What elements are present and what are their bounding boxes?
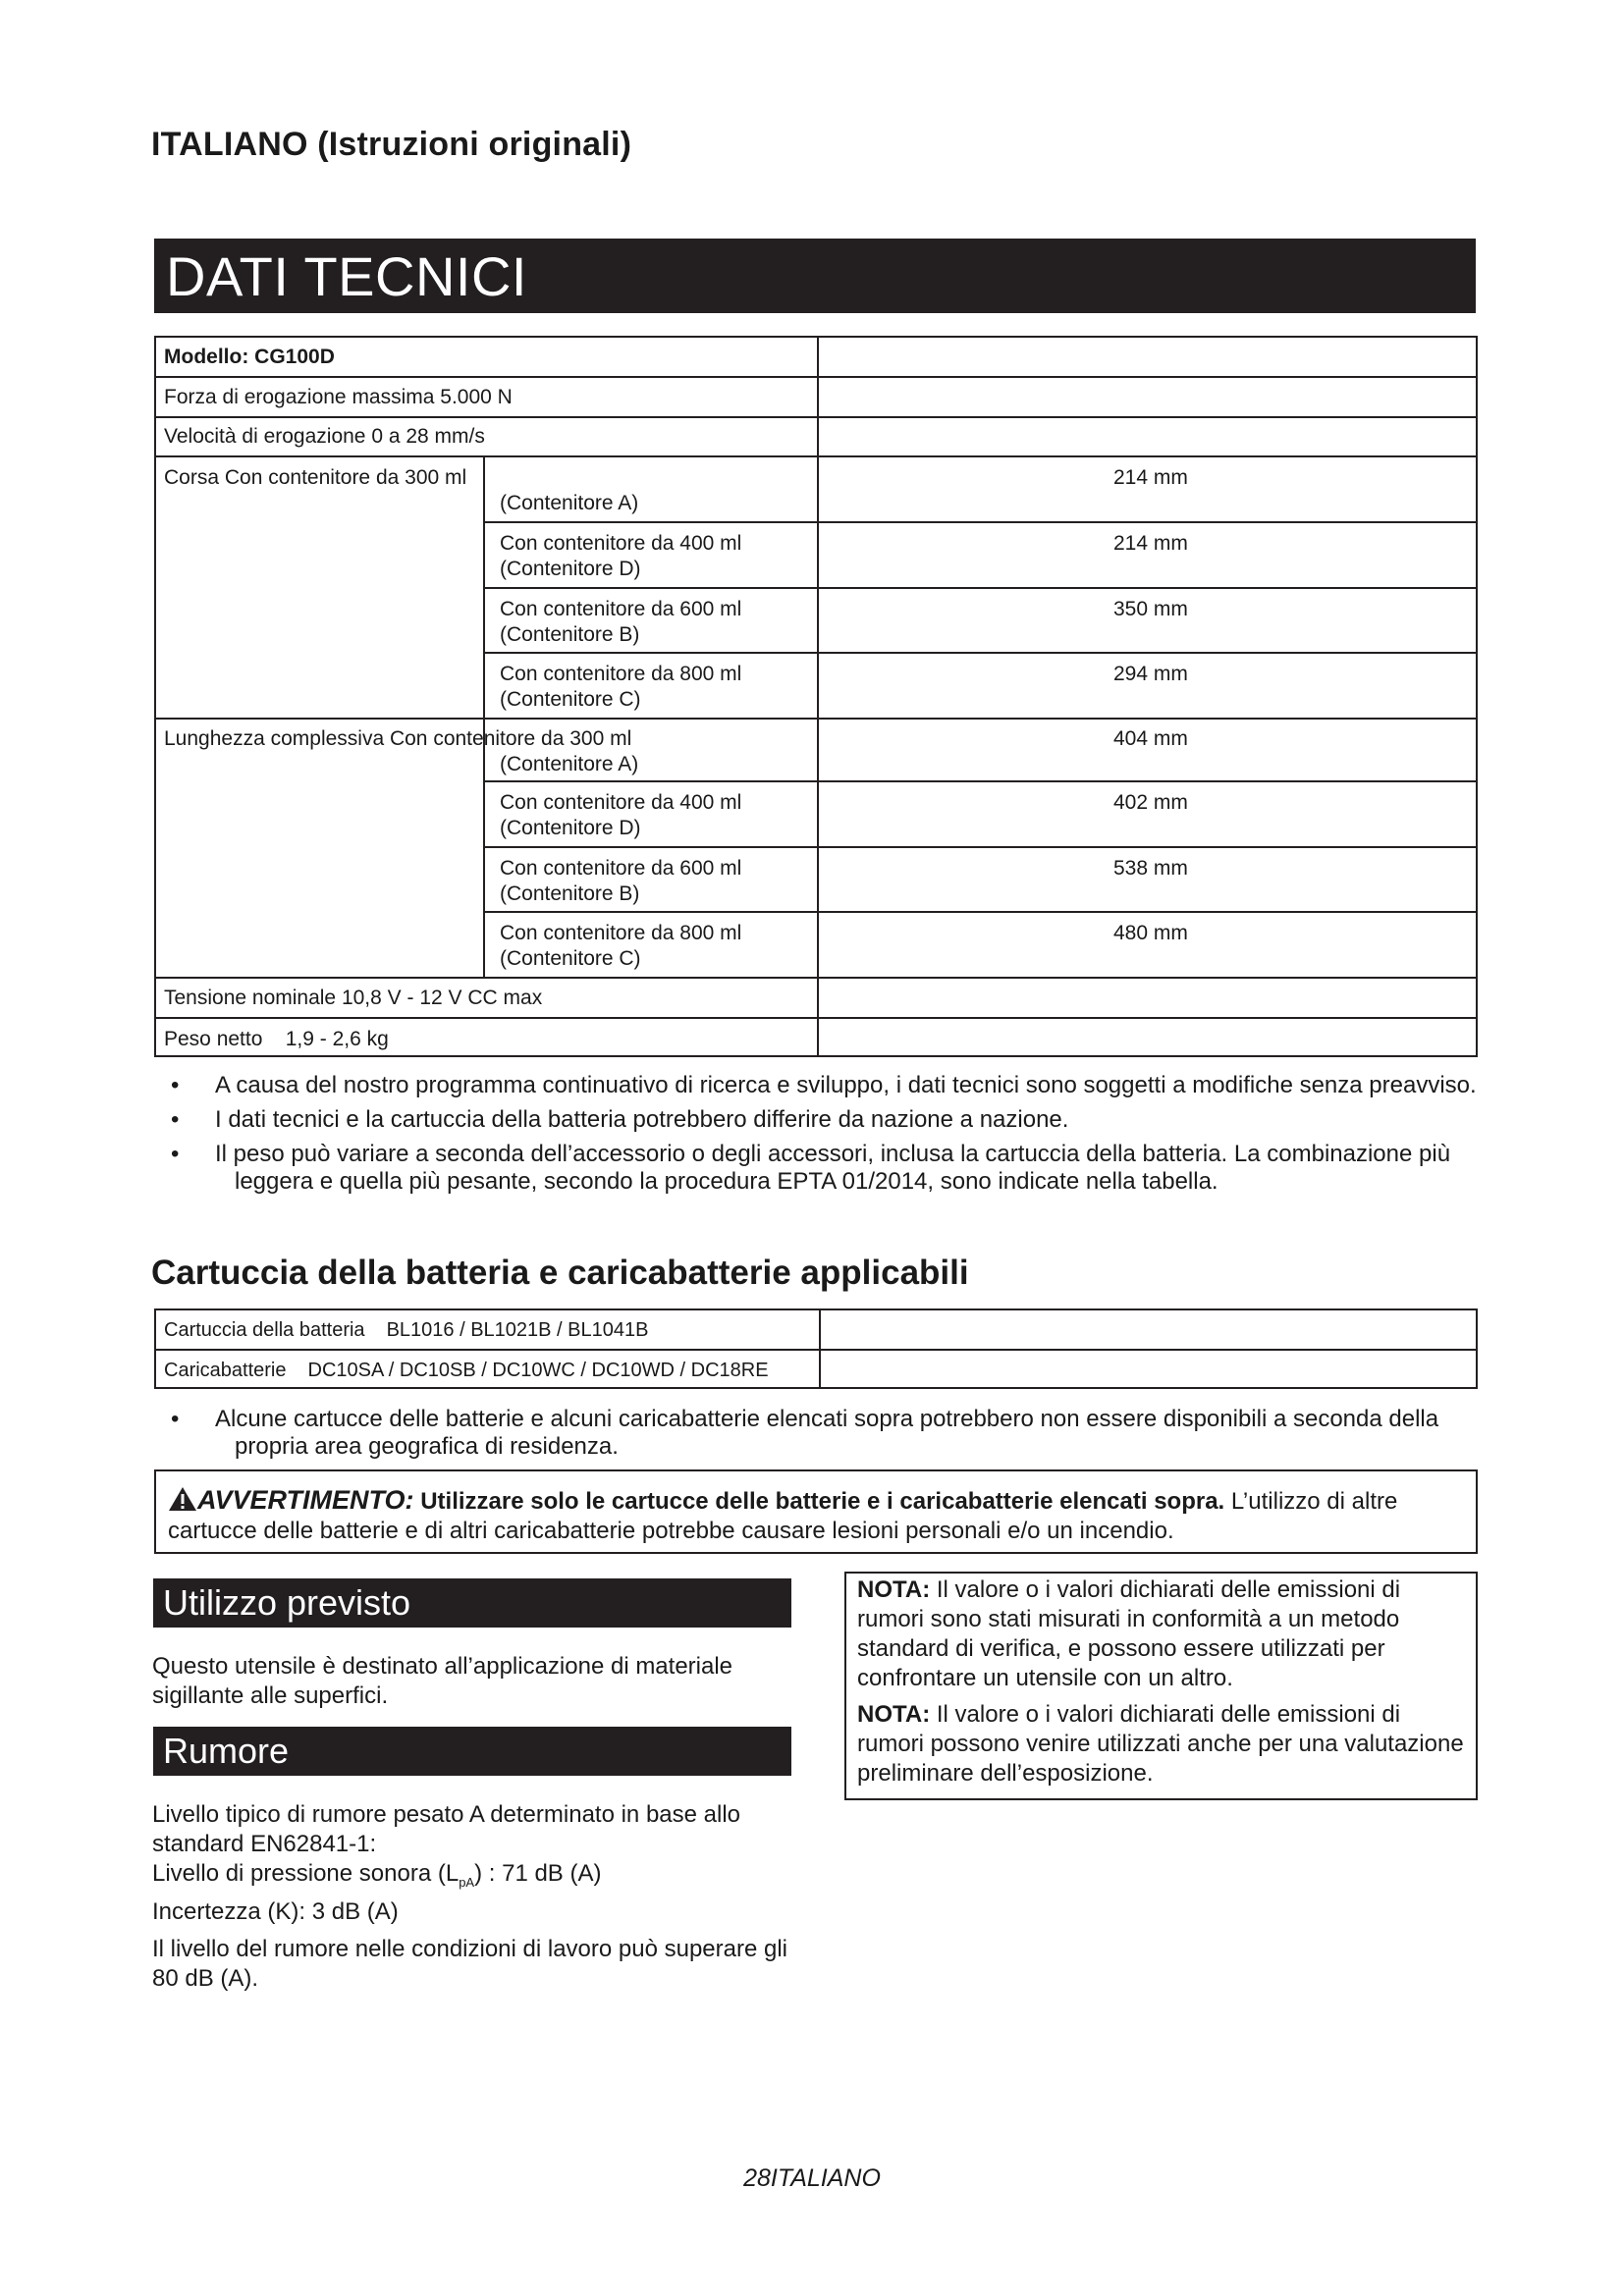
spec-stroke-container-d: (Contenitore D) bbox=[500, 558, 641, 580]
spec-stroke-container-a: (Contenitore A) bbox=[500, 492, 639, 514]
bullet-dot: • bbox=[171, 1406, 180, 1432]
page-footer: 28ITALIANO bbox=[743, 2164, 881, 2192]
nota-label: NOTA: bbox=[857, 1576, 931, 1603]
row-divider bbox=[156, 718, 1476, 720]
spec-stroke-label: Corsa Con contenitore da 300 ml bbox=[164, 466, 467, 489]
row-divider bbox=[156, 455, 1476, 457]
battery-row bbox=[164, 1319, 648, 1342]
intended-use-text: Questo utensile è destinato all’applicazione di materiale sigillante alle superfici. bbox=[152, 1653, 733, 1709]
battery-label: Cartuccia della batteria bbox=[164, 1319, 365, 1341]
row-divider bbox=[156, 1017, 1476, 1019]
row-divider bbox=[156, 977, 1476, 979]
spec-length-800: Con contenitore da 800 ml bbox=[500, 922, 742, 944]
spec-length-value-c: 480 mm bbox=[1113, 922, 1188, 944]
specifications-banner bbox=[154, 239, 1476, 313]
noise-measurements bbox=[152, 1800, 800, 1927]
row-divider bbox=[813, 846, 1476, 848]
nota-text: Il valore o i valori dichiarati delle emissioni di rumori possono venire utilizzati anche per una valutazione preliminare dell’esposizione. bbox=[857, 1701, 1464, 1787]
spec-length-label: Lunghezza complessiva Con contenitore da 300 ml bbox=[164, 727, 632, 750]
note-text: I dati tecnici e la cartuccia della batteria potrebbero differire da nazione a nazione. bbox=[215, 1106, 1069, 1133]
nota-box bbox=[844, 1572, 1478, 1800]
battery-models: BL1016 / BL1021B / BL1041B bbox=[386, 1319, 649, 1341]
noise-pressure-prefix: Livello di pressione sonora (L bbox=[152, 1860, 460, 1887]
row-divider bbox=[156, 376, 1476, 378]
spec-length-container-d: (Contenitore D) bbox=[500, 817, 641, 839]
column-divider bbox=[483, 455, 485, 977]
list-item bbox=[154, 1106, 1480, 1134]
spec-speed: Velocità di erogazione 0 a 28 mm/s bbox=[164, 425, 485, 448]
spec-stroke-600: Con contenitore da 600 ml bbox=[500, 598, 742, 620]
spec-length-container-b: (Contenitore B) bbox=[500, 882, 640, 905]
spec-voltage: Tensione nominale 10,8 V - 12 V CC max bbox=[164, 987, 543, 1009]
warning-text: L’utilizzo di altre cartucce delle batterie e di altri caricabatterie potrebbe causare lesioni personali e/o un incendio. bbox=[168, 1488, 1398, 1544]
noise-pressure-suffix: ) : 71 dB (A) bbox=[474, 1860, 602, 1887]
row-divider bbox=[813, 780, 1476, 782]
note-text: A causa del nostro programma continuativo di ricerca e sviluppo, i dati tecnici sono soggetti a modifiche senza preavviso. bbox=[215, 1072, 1477, 1098]
banner-title: DATI TECNICI bbox=[166, 245, 527, 307]
warning-triangle-icon bbox=[168, 1486, 197, 1512]
note-text: Il peso può variare a seconda dell’accessorio o degli accessori, inclusa la cartuccia della batteria. La combinazione più leggera e quella più pesante, secondo la procedura EPTA 01/2014, sono indicate nella tabella. bbox=[215, 1141, 1451, 1195]
list-item bbox=[154, 1406, 1480, 1461]
spec-stroke-value-a: 214 mm bbox=[1113, 466, 1188, 489]
spec-length-value-d: 402 mm bbox=[1113, 791, 1188, 814]
battery-section-heading: Cartuccia della batteria e caricabatterie applicabili bbox=[151, 1254, 969, 1292]
nota-text: Il valore o i valori dichiarati delle emissioni di rumori sono stati misurati in conformità a un metodo standard di verifica, e possono essere utilizzati per confrontare un utensile con un altro. bbox=[857, 1576, 1401, 1691]
spec-stroke-value-c: 294 mm bbox=[1113, 663, 1188, 685]
bullet-dot: • bbox=[171, 1072, 180, 1098]
spec-model: Modello: CG100D bbox=[164, 346, 335, 368]
row-divider bbox=[813, 652, 1476, 654]
list-item bbox=[154, 1141, 1480, 1196]
noise-pressure-subscript: pA bbox=[459, 1874, 475, 1890]
spec-length-value-b: 538 mm bbox=[1113, 857, 1188, 880]
spec-stroke-value-b: 350 mm bbox=[1113, 598, 1188, 620]
nota-label: NOTA: bbox=[857, 1701, 931, 1728]
row-divider bbox=[813, 587, 1476, 589]
warning-box bbox=[154, 1469, 1478, 1554]
charger-row bbox=[164, 1360, 769, 1382]
charger-label: Caricabatterie bbox=[164, 1360, 287, 1381]
spec-length-value-a: 404 mm bbox=[1113, 727, 1188, 750]
row-divider bbox=[156, 416, 1476, 418]
spec-stroke-value-d: 214 mm bbox=[1113, 532, 1188, 555]
spec-notes-list bbox=[154, 1072, 1480, 1202]
intended-use-heading: Utilizzo previsto bbox=[163, 1582, 411, 1623]
note-text: Alcune cartucce delle batterie e alcuni caricabatterie elencati sopra potrebbero non essere disponibili a seconda della propria area geografica di residenza. bbox=[215, 1406, 1439, 1460]
spec-max-force: Forza di erogazione massima 5.000 N bbox=[164, 386, 513, 408]
warning-bold-text: Utilizzare solo le cartucce delle batterie e i caricabatterie elencati sopra. bbox=[420, 1488, 1225, 1515]
spec-length-container-c: (Contenitore C) bbox=[500, 947, 641, 970]
spec-stroke-400: Con contenitore da 400 ml bbox=[500, 532, 742, 555]
nota-paragraph bbox=[857, 1700, 1466, 1789]
bullet-dot: • bbox=[171, 1141, 180, 1167]
warning-title: AVVERTIMENTO: bbox=[197, 1485, 414, 1515]
noise-uncertainty: Incertezza (K): 3 dB (A) bbox=[152, 1897, 399, 1925]
noise-heading: Rumore bbox=[163, 1731, 290, 1771]
noise-banner bbox=[153, 1727, 791, 1776]
battery-notes-list bbox=[154, 1406, 1480, 1468]
noise-working-level: Il livello del rumore nelle condizioni di lavoro può superare gli 80 dB (A). bbox=[152, 1935, 788, 1992]
spec-length-container-a: (Contenitore A) bbox=[500, 753, 639, 775]
intended-use-body bbox=[152, 1652, 800, 1719]
noise-body bbox=[152, 1800, 800, 2002]
noise-standard: Livello tipico di rumore pesato A determinato in base allo standard EN62841-1: bbox=[152, 1801, 741, 1857]
spec-stroke-800: Con contenitore da 800 ml bbox=[500, 663, 742, 685]
spec-stroke-container-c: (Contenitore C) bbox=[500, 688, 641, 711]
spec-weight: Peso netto 1,9 - 2,6 kg bbox=[164, 1028, 389, 1050]
row-divider bbox=[156, 1349, 1476, 1351]
battery-table bbox=[154, 1308, 1478, 1389]
column-divider bbox=[819, 1310, 821, 1387]
column-divider bbox=[817, 338, 819, 1057]
spec-length-400: Con contenitore da 400 ml bbox=[500, 791, 742, 814]
specifications-table bbox=[154, 336, 1478, 1057]
spec-length-600: Con contenitore da 600 ml bbox=[500, 857, 742, 880]
intended-use-banner bbox=[153, 1578, 791, 1628]
row-divider bbox=[813, 521, 1476, 523]
language-heading: ITALIANO (Istruzioni originali) bbox=[151, 126, 632, 163]
list-item bbox=[154, 1072, 1480, 1099]
charger-models: DC10SA / DC10SB / DC10WC / DC10WD / DC18RE bbox=[307, 1360, 769, 1381]
row-divider bbox=[813, 911, 1476, 913]
spec-stroke-container-b: (Contenitore B) bbox=[500, 623, 640, 646]
nota-paragraph bbox=[857, 1575, 1466, 1693]
bullet-dot: • bbox=[171, 1106, 180, 1133]
